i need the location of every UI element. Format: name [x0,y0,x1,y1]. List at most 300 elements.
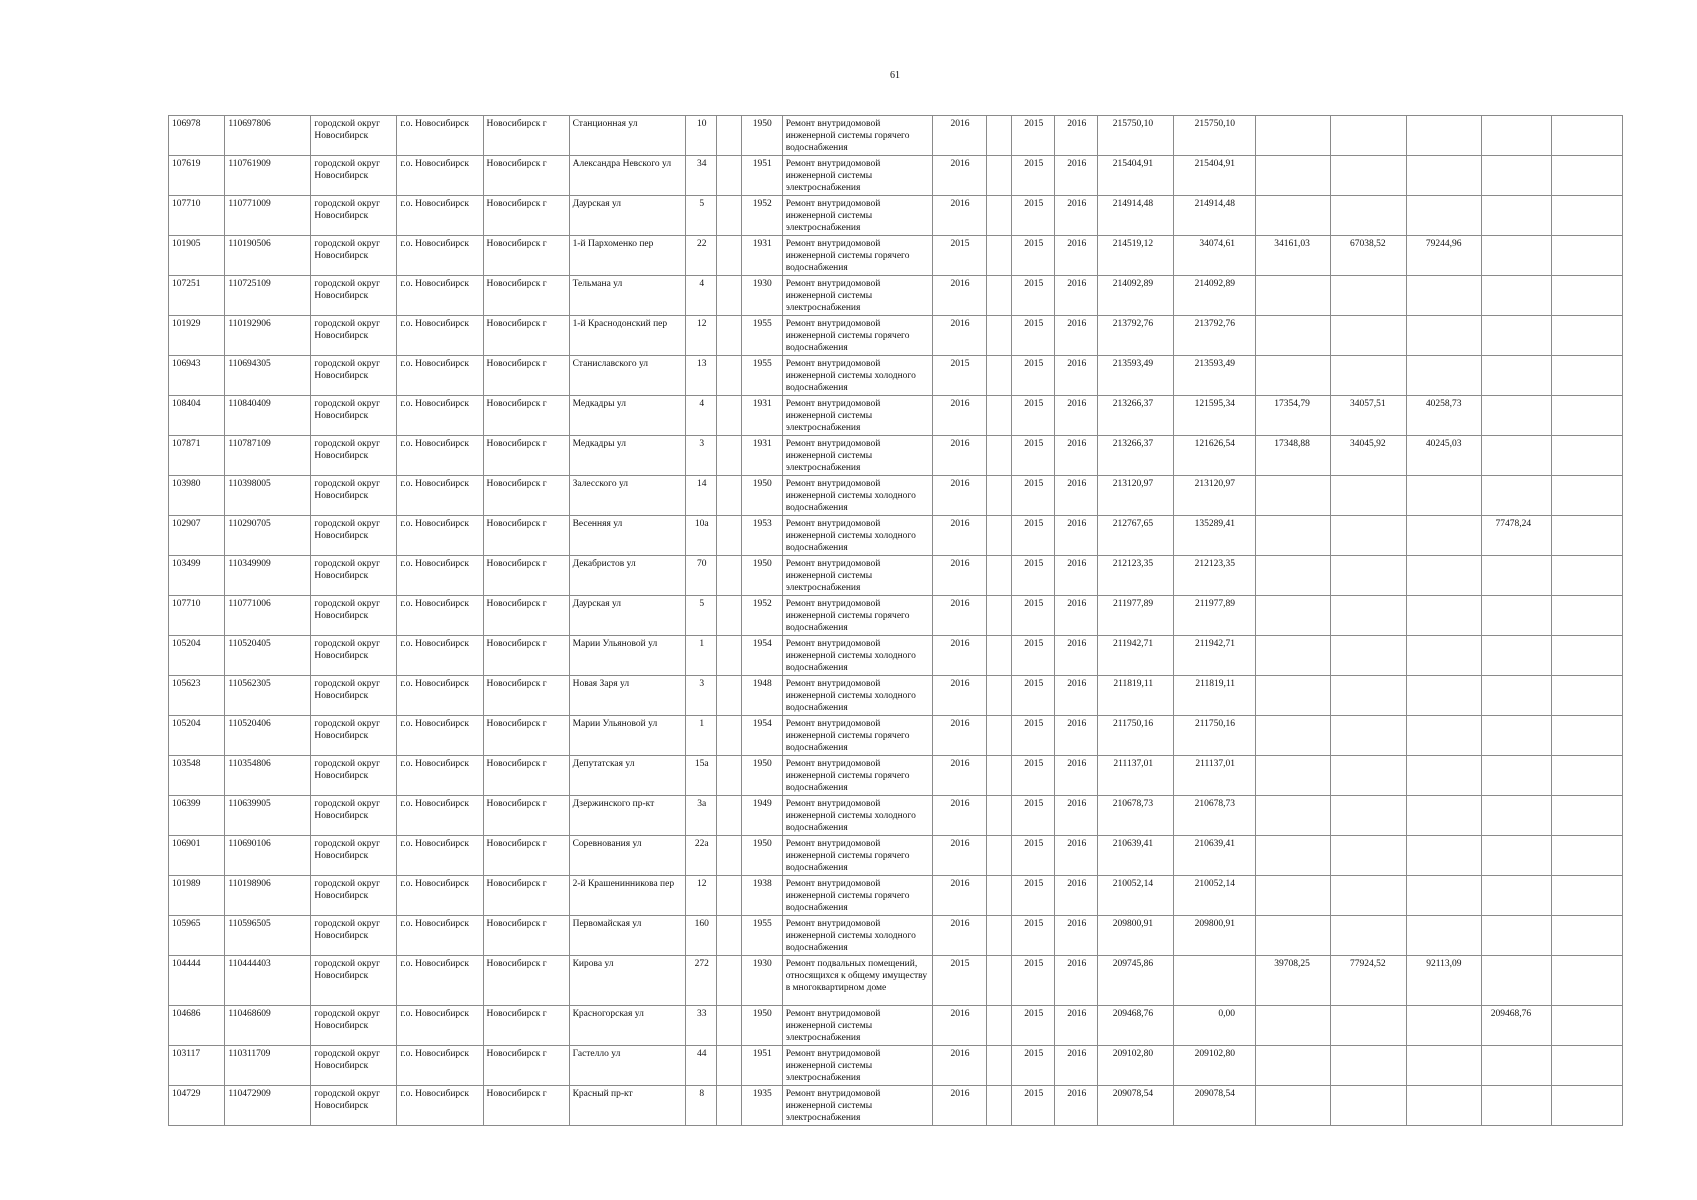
table-row [169,1046,1623,1086]
locality-cell: Новосибирск г [483,116,569,156]
year-built-cell: 1930 [741,276,782,316]
building-cell [717,636,742,676]
street-cell: Станиславского ул [569,356,686,396]
total-cost-cell: 213266,37 [1098,396,1174,436]
local-cost-cell: 92113,09 [1406,956,1482,1006]
local-cost-cell [1406,356,1482,396]
start-year-cell: 2015 [1012,836,1055,876]
fund-cost-cell: 34074,61 [1174,236,1256,276]
empty-cell [986,756,1012,796]
empty-cell [986,396,1012,436]
locality-cell: Новосибирск г [483,756,569,796]
street-cell: Новая Заря ул [569,676,686,716]
table-row [169,756,1623,796]
other-cost-cell [1482,116,1552,156]
extra-cell [1552,276,1623,316]
extra-cell [1552,1086,1623,1126]
other-cost-cell [1482,156,1552,196]
year-built-cell: 1931 [741,396,782,436]
house-cell: 4 [686,396,717,436]
work-type-cell: Ремонт внутридомовой инженерной системы холодного водоснабжения [782,356,933,396]
year-built-cell: 1955 [741,356,782,396]
fund-cost-cell: 213593,49 [1174,356,1256,396]
id-cell: 101989 [169,876,225,916]
locality-cell: Новосибирск г [483,316,569,356]
local-cost-cell [1406,196,1482,236]
street-cell: Даурская ул [569,596,686,636]
year-built-cell: 1952 [741,196,782,236]
municipality-cell: городской округ Новосибирск [311,1006,397,1046]
start-year-cell: 2015 [1012,676,1055,716]
start-year-cell: 2015 [1012,716,1055,756]
extra-cell [1552,596,1623,636]
house-cell: 4 [686,276,717,316]
code-cell: 110761909 [225,156,311,196]
municipality-cell: городской округ Новосибирск [311,876,397,916]
local-cost-cell [1406,556,1482,596]
plan-year-cell: 2016 [933,836,986,876]
plan-year-cell: 2015 [933,236,986,276]
locality-cell: Новосибирск г [483,276,569,316]
table-row [169,516,1623,556]
municipality-cell: городской округ Новосибирск [311,356,397,396]
year-built-cell: 1951 [741,156,782,196]
code-cell: 110192906 [225,316,311,356]
total-cost-cell: 209078,54 [1098,1086,1174,1126]
end-year-cell: 2016 [1055,756,1098,796]
year-built-cell: 1952 [741,596,782,636]
id-cell: 105204 [169,636,225,676]
work-type-cell: Ремонт внутридомовой инженерной системы электроснабжения [782,436,933,476]
start-year-cell: 2015 [1012,556,1055,596]
total-cost-cell: 210639,41 [1098,836,1174,876]
work-type-cell: Ремонт внутридомовой инженерной системы горячего водоснабжения [782,596,933,636]
year-built-cell: 1950 [741,1006,782,1046]
street-cell: Тельмана ул [569,276,686,316]
id-cell: 104444 [169,956,225,1006]
start-year-cell: 2015 [1012,916,1055,956]
id-cell: 107251 [169,276,225,316]
start-year-cell: 2015 [1012,316,1055,356]
federal-cost-cell [1256,716,1331,756]
house-cell: 5 [686,196,717,236]
house-cell: 10а [686,516,717,556]
code-cell: 110398005 [225,476,311,516]
other-cost-cell [1482,436,1552,476]
work-type-cell: Ремонт внутридомовой инженерной системы горячего водоснабжения [782,876,933,916]
code-cell: 110725109 [225,276,311,316]
district-cell: г.о. Новосибирск [397,556,483,596]
table-row [169,636,1623,676]
start-year-cell: 2015 [1012,876,1055,916]
work-type-cell: Ремонт внутридомовой инженерной системы электроснабжения [782,556,933,596]
code-cell: 110840409 [225,396,311,436]
total-cost-cell: 211942,71 [1098,636,1174,676]
street-cell: Марии Ульяновой ул [569,636,686,676]
page-number: 61 [890,70,900,81]
other-cost-cell [1482,276,1552,316]
id-cell: 103548 [169,756,225,796]
regional-cost-cell: 67038,52 [1330,236,1406,276]
fund-cost-cell: 210639,41 [1174,836,1256,876]
locality-cell: Новосибирск г [483,396,569,436]
federal-cost-cell [1256,1006,1331,1046]
total-cost-cell: 209468,76 [1098,1006,1174,1046]
total-cost-cell: 209745,86 [1098,956,1174,1006]
house-cell: 272 [686,956,717,1006]
district-cell: г.о. Новосибирск [397,676,483,716]
street-cell: Медкадры ул [569,396,686,436]
street-cell: Красный пр-кт [569,1086,686,1126]
municipality-cell: городской округ Новосибирск [311,556,397,596]
fund-cost-cell: 211977,89 [1174,596,1256,636]
regional-cost-cell [1330,636,1406,676]
start-year-cell: 2015 [1012,156,1055,196]
code-cell: 110639905 [225,796,311,836]
district-cell: г.о. Новосибирск [397,916,483,956]
locality-cell: Новосибирск г [483,836,569,876]
street-cell: Соревнования ул [569,836,686,876]
local-cost-cell [1406,756,1482,796]
empty-cell [986,956,1012,1006]
local-cost-cell [1406,116,1482,156]
plan-year-cell: 2016 [933,316,986,356]
end-year-cell: 2016 [1055,636,1098,676]
end-year-cell: 2016 [1055,316,1098,356]
empty-cell [986,916,1012,956]
building-cell [717,876,742,916]
district-cell: г.о. Новосибирск [397,716,483,756]
local-cost-cell: 40258,73 [1406,396,1482,436]
street-cell: Кирова ул [569,956,686,1006]
extra-cell [1552,436,1623,476]
street-cell: Дзержинского пр-кт [569,796,686,836]
regional-cost-cell [1330,916,1406,956]
federal-cost-cell [1256,356,1331,396]
fund-cost-cell: 121595,34 [1174,396,1256,436]
regional-cost-cell [1330,116,1406,156]
municipality-cell: городской округ Новосибирск [311,476,397,516]
code-cell: 110697806 [225,116,311,156]
plan-year-cell: 2016 [933,436,986,476]
fund-cost-cell: 211137,01 [1174,756,1256,796]
house-cell: 14 [686,476,717,516]
building-cell [717,1046,742,1086]
regional-cost-cell: 77924,52 [1330,956,1406,1006]
table-row [169,1086,1623,1126]
id-cell: 105623 [169,676,225,716]
municipality-cell: городской округ Новосибирск [311,396,397,436]
start-year-cell: 2015 [1012,796,1055,836]
table-row [169,916,1623,956]
regional-cost-cell: 34057,51 [1330,396,1406,436]
table-row [169,396,1623,436]
work-type-cell: Ремонт внутридомовой инженерной системы электроснабжения [782,156,933,196]
id-cell: 106901 [169,836,225,876]
local-cost-cell [1406,876,1482,916]
table-row [169,276,1623,316]
start-year-cell: 2015 [1012,1006,1055,1046]
empty-cell [986,836,1012,876]
other-cost-cell [1482,556,1552,596]
locality-cell: Новосибирск г [483,916,569,956]
fund-cost-cell: 215404,91 [1174,156,1256,196]
extra-cell [1552,836,1623,876]
street-cell: Александра Невского ул [569,156,686,196]
other-cost-cell [1482,596,1552,636]
year-built-cell: 1949 [741,796,782,836]
federal-cost-cell [1256,756,1331,796]
other-cost-cell [1482,1046,1552,1086]
fund-cost-cell: 210052,14 [1174,876,1256,916]
id-cell: 103499 [169,556,225,596]
empty-cell [986,436,1012,476]
federal-cost-cell [1256,596,1331,636]
total-cost-cell: 210052,14 [1098,876,1174,916]
other-cost-cell: 77478,24 [1482,516,1552,556]
year-built-cell: 1950 [741,556,782,596]
other-cost-cell [1482,796,1552,836]
street-cell: Красногорская ул [569,1006,686,1046]
end-year-cell: 2016 [1055,956,1098,1006]
empty-cell [986,156,1012,196]
empty-cell [986,276,1012,316]
street-cell: Весенняя ул [569,516,686,556]
table-row [169,556,1623,596]
total-cost-cell: 213593,49 [1098,356,1174,396]
local-cost-cell [1406,156,1482,196]
locality-cell: Новосибирск г [483,716,569,756]
id-cell: 101905 [169,236,225,276]
regional-cost-cell [1330,876,1406,916]
total-cost-cell: 215750,10 [1098,116,1174,156]
other-cost-cell [1482,236,1552,276]
capital-repair-table [168,115,1623,1126]
locality-cell: Новосибирск г [483,356,569,396]
plan-year-cell: 2016 [933,556,986,596]
district-cell: г.о. Новосибирск [397,356,483,396]
federal-cost-cell [1256,196,1331,236]
municipality-cell: городской округ Новосибирск [311,756,397,796]
extra-cell [1552,196,1623,236]
plan-year-cell: 2015 [933,356,986,396]
regional-cost-cell [1330,1046,1406,1086]
end-year-cell: 2016 [1055,556,1098,596]
plan-year-cell: 2016 [933,1046,986,1086]
total-cost-cell: 214914,48 [1098,196,1174,236]
table-row [169,956,1623,1006]
table-row [169,596,1623,636]
fund-cost-cell: 212123,35 [1174,556,1256,596]
building-cell [717,156,742,196]
fund-cost-cell: 209102,80 [1174,1046,1256,1086]
table-row [169,436,1623,476]
fund-cost-cell [1174,956,1256,1006]
extra-cell [1552,636,1623,676]
work-type-cell: Ремонт внутридомовой инженерной системы электроснабжения [782,1046,933,1086]
locality-cell: Новосибирск г [483,676,569,716]
work-type-cell: Ремонт внутридомовой инженерной системы электроснабжения [782,1006,933,1046]
end-year-cell: 2016 [1055,356,1098,396]
regional-cost-cell: 34045,92 [1330,436,1406,476]
year-built-cell: 1948 [741,676,782,716]
regional-cost-cell [1330,156,1406,196]
work-type-cell: Ремонт внутридомовой инженерной системы горячего водоснабжения [782,716,933,756]
extra-cell [1552,476,1623,516]
building-cell [717,836,742,876]
empty-cell [986,1006,1012,1046]
end-year-cell: 2016 [1055,836,1098,876]
total-cost-cell: 214519,12 [1098,236,1174,276]
empty-cell [986,1046,1012,1086]
year-built-cell: 1950 [741,476,782,516]
municipality-cell: городской округ Новосибирск [311,196,397,236]
federal-cost-cell: 39708,25 [1256,956,1331,1006]
house-cell: 13 [686,356,717,396]
house-cell: 1 [686,716,717,756]
plan-year-cell: 2016 [933,636,986,676]
street-cell: Депутатская ул [569,756,686,796]
table-row [169,116,1623,156]
local-cost-cell [1406,716,1482,756]
extra-cell [1552,1006,1623,1046]
code-cell: 110771006 [225,596,311,636]
start-year-cell: 2015 [1012,756,1055,796]
other-cost-cell [1482,356,1552,396]
empty-cell [986,716,1012,756]
extra-cell [1552,876,1623,916]
local-cost-cell [1406,596,1482,636]
code-cell: 110311709 [225,1046,311,1086]
building-cell [717,556,742,596]
work-type-cell: Ремонт внутридомовой инженерной системы холодного водоснабжения [782,796,933,836]
code-cell: 110472909 [225,1086,311,1126]
street-cell: Даурская ул [569,196,686,236]
house-cell: 70 [686,556,717,596]
house-cell: 3 [686,436,717,476]
plan-year-cell: 2016 [933,796,986,836]
local-cost-cell [1406,1046,1482,1086]
id-cell: 107871 [169,436,225,476]
municipality-cell: городской округ Новосибирск [311,716,397,756]
code-cell: 110562305 [225,676,311,716]
fund-cost-cell: 0,00 [1174,1006,1256,1046]
locality-cell: Новосибирск г [483,636,569,676]
end-year-cell: 2016 [1055,876,1098,916]
table-row [169,236,1623,276]
table-body [169,116,1623,1126]
year-built-cell: 1950 [741,836,782,876]
work-type-cell: Ремонт внутридомовой инженерной системы горячего водоснабжения [782,116,933,156]
locality-cell: Новосибирск г [483,196,569,236]
regional-cost-cell [1330,276,1406,316]
district-cell: г.о. Новосибирск [397,116,483,156]
empty-cell [986,316,1012,356]
local-cost-cell [1406,516,1482,556]
local-cost-cell [1406,676,1482,716]
building-cell [717,196,742,236]
plan-year-cell: 2015 [933,956,986,1006]
other-cost-cell [1482,196,1552,236]
federal-cost-cell [1256,876,1331,916]
extra-cell [1552,796,1623,836]
extra-cell [1552,756,1623,796]
federal-cost-cell [1256,116,1331,156]
fund-cost-cell: 211942,71 [1174,636,1256,676]
year-built-cell: 1950 [741,116,782,156]
federal-cost-cell [1256,676,1331,716]
table-row [169,876,1623,916]
district-cell: г.о. Новосибирск [397,1006,483,1046]
code-cell: 110198906 [225,876,311,916]
code-cell: 110690106 [225,836,311,876]
other-cost-cell [1482,756,1552,796]
table-row [169,316,1623,356]
empty-cell [986,676,1012,716]
start-year-cell: 2015 [1012,276,1055,316]
code-cell: 110694305 [225,356,311,396]
street-cell: Гастелло ул [569,1046,686,1086]
total-cost-cell: 210678,73 [1098,796,1174,836]
locality-cell: Новосибирск г [483,1086,569,1126]
street-cell: Декабристов ул [569,556,686,596]
total-cost-cell: 211137,01 [1098,756,1174,796]
start-year-cell: 2015 [1012,236,1055,276]
plan-year-cell: 2016 [933,876,986,916]
work-type-cell: Ремонт подвальных помещений, относящихся к общему имуществу в многоквартирном доме [782,956,933,1006]
building-cell [717,116,742,156]
id-cell: 106943 [169,356,225,396]
end-year-cell: 2016 [1055,436,1098,476]
street-cell: Марии Ульяновой ул [569,716,686,756]
regional-cost-cell [1330,716,1406,756]
municipality-cell: городской округ Новосибирск [311,316,397,356]
empty-cell [986,1086,1012,1126]
extra-cell [1552,316,1623,356]
other-cost-cell [1482,476,1552,516]
district-cell: г.о. Новосибирск [397,636,483,676]
empty-cell [986,636,1012,676]
plan-year-cell: 2016 [933,1086,986,1126]
start-year-cell: 2015 [1012,1086,1055,1126]
house-cell: 12 [686,876,717,916]
end-year-cell: 2016 [1055,916,1098,956]
local-cost-cell [1406,476,1482,516]
code-cell: 110354806 [225,756,311,796]
building-cell [717,796,742,836]
empty-cell [986,596,1012,636]
house-cell: 15а [686,756,717,796]
table-row [169,356,1623,396]
district-cell: г.о. Новосибирск [397,756,483,796]
regional-cost-cell [1330,676,1406,716]
year-built-cell: 1950 [741,756,782,796]
locality-cell: Новосибирск г [483,236,569,276]
house-cell: 44 [686,1046,717,1086]
local-cost-cell [1406,836,1482,876]
work-type-cell: Ремонт внутридомовой инженерной системы холодного водоснабжения [782,916,933,956]
fund-cost-cell: 121626,54 [1174,436,1256,476]
federal-cost-cell [1256,156,1331,196]
municipality-cell: городской округ Новосибирск [311,796,397,836]
plan-year-cell: 2016 [933,516,986,556]
code-cell: 110771009 [225,196,311,236]
end-year-cell: 2016 [1055,1046,1098,1086]
locality-cell: Новосибирск г [483,156,569,196]
year-built-cell: 1951 [741,1046,782,1086]
plan-year-cell: 2016 [933,1006,986,1046]
house-cell: 22 [686,236,717,276]
